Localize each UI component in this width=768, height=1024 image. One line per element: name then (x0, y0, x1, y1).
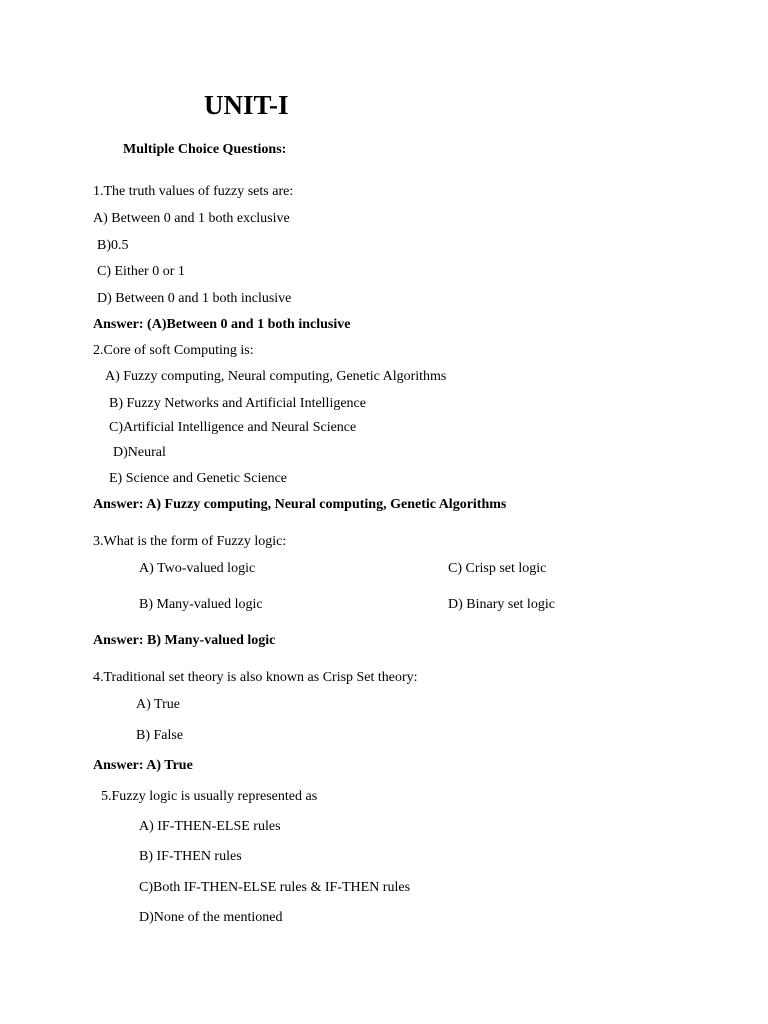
q2-option-c: C)Artificial Intelligence and Neural Science (109, 420, 357, 435)
question-3: 3.What is the form of Fuzzy logic: (93, 534, 287, 549)
q3-option-b: B) Many-valued logic (139, 597, 263, 612)
q4-option-b: B) False (136, 728, 184, 743)
q3-option-a: A) Two-valued logic (139, 561, 256, 576)
q3-option-d: D) Binary set logic (448, 597, 555, 612)
q2-answer: Answer: A) Fuzzy computing, Neural computing, Genetic Algorithms (93, 497, 507, 512)
q5-option-c: C)Both IF-THEN-ELSE rules & IF-THEN rules (139, 880, 411, 895)
q1-option-b: B)0.5 (97, 238, 129, 253)
question-1: 1.The truth values of fuzzy sets are: (93, 184, 294, 199)
q1-option-c: C) Either 0 or 1 (97, 264, 185, 279)
q1-option-d: D) Between 0 and 1 both inclusive (97, 291, 292, 306)
q2-option-a: A) Fuzzy computing, Neural computing, Genetic Algorithms (105, 369, 447, 384)
q5-option-a: A) IF-THEN-ELSE rules (139, 819, 281, 834)
q3-option-c: C) Crisp set logic (448, 561, 547, 576)
q3-answer: Answer: B) Many-valued logic (93, 633, 276, 648)
section-subtitle: Multiple Choice Questions: (123, 142, 287, 157)
question-5: 5.Fuzzy logic is usually represented as (101, 789, 318, 804)
q4-answer: Answer: A) True (93, 758, 193, 773)
page-title: UNIT-I (204, 90, 289, 120)
q4-option-a: A) True (136, 697, 180, 712)
q2-option-e: E) Science and Genetic Science (109, 471, 288, 486)
q5-option-b: B) IF-THEN rules (139, 849, 242, 864)
q2-option-b: B) Fuzzy Networks and Artificial Intelligence (109, 396, 366, 411)
q1-option-a: A) Between 0 and 1 both exclusive (93, 211, 290, 226)
question-2: 2.Core of soft Computing is: (93, 343, 254, 358)
question-4: 4.Traditional set theory is also known as Crisp Set theory: (93, 670, 418, 685)
q5-option-d: D)None of the mentioned (139, 910, 283, 925)
q1-answer: Answer: (A)Between 0 and 1 both inclusive (93, 317, 351, 332)
q2-option-d: D)Neural (113, 445, 166, 460)
